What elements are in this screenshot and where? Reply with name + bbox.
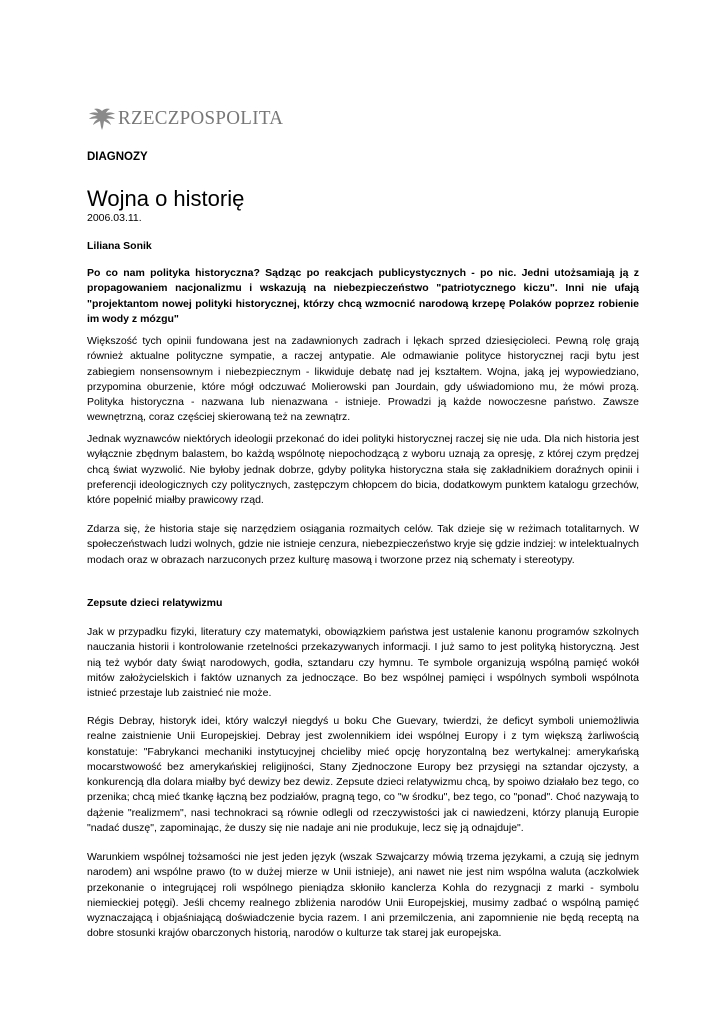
logo-text: RZECZPOSPOLITA <box>118 107 284 130</box>
article-paragraph: Warunkiem wspólnej tożsamości nie jest jeden język (wszak Szwajcarzy mówią trzema językami, a czują się jednym narodem) ani wspólne prawo (to w dużej mierze w Unii istnieje), ani nawet nie jest nim wspólna waluta (aczkolwiek przekonanie o integrującej roli wspólnego pieniądza skłoniło kanclerza Kohla do rezygnacji z marki - symbolu niemieckiej potęgi). Jeśli chcemy realnego zbliżenia narodów Unii Europejskiej, musimy zadbać o wspólną pamięć wyznaczającą i objaśniającą doświadczenie bycia razem. I ani przemilczenia, ani zapomnienie nie będą receptą na dobre stosunki krajów obarczonych historią, narodów o kulturze tak starej jak europejska. <box>87 851 639 940</box>
article-paragraph: Régis Debray, historyk idei, który walczył niegdyś u boku Che Guevary, twierdzi, że deficyt symboli uniemożliwia realne zaistnienie Unii Europejskiej. Debray jest zwolennikiem idei wspólnej Europy i z tym większą żarliwością konstatuje: "Fabrykanci mechaniki instytucyjnej chcieliby mieć opcję horyzontalną bez wertykalnej: amerykańską mocarstwowość bez amerykańskiej religijności, Stany Zjednoczone Europy bez przysięgi na sztandar ojczysty, a konkurencją dla dolara miałby być dewizy bez dewiz. Zepsute dzieci relatywizmu chcą, by spoiwo działało bez tego, co przenika; chcą mieć tkankę łączną bez podziałów, pragną tego, co "w środku", bez tego, co "ponad". Choć nazywają to dążenie "realizmem", nasi technokraci są równie odlegli od rzeczywistości jak ci nawiedzeni, którzy planują Europie "nadać duszę", zapominając, że duszy się nie nadaje ani nie produkuje, lecz się ją odnajduje". <box>87 715 639 835</box>
eagle-icon <box>88 107 116 131</box>
article-paragraph: Jednak wyznawców niektórych ideologii przekonać do idei polityki historycznej raczej się nie uda. Dla nich historia jest wyłącznie zbędnym balastem, bo każdą wspólnotę niepochodzącą z wyboru uznają za opresję, z której czym prędzej chcą świat wyzwolić. Nie byłoby jednak dobrze, gdyby polityka historyczna stała się zakładnikiem doraźnych opinii i preferencji ideologicznych czy politycznych, zastępczym chłopcem do bicia, dodatkowym punktem katalogu grzechów, które popełnić miałby prawicowy rząd. <box>87 433 639 507</box>
section-label: DIAGNOZY <box>87 151 148 163</box>
article-lead: Po co nam polityka historyczna? Sądząc po reakcjach publicystycznych - po nic. Jedni utożsamiają ją z propagowaniem nacjonalizmu i wskazują na niebezpieczeństwo "patriotycznego kiczu". Inni nie ufają "projektantom nowej polityki historycznej, którzy chcą wzmocnić narodową krzepę Polaków poprzez robienie im wody z mózgu" <box>87 267 639 325</box>
article-date: 2006.03.11. <box>87 212 142 224</box>
article-author: Liliana Sonik <box>87 240 152 252</box>
article-subheading: Zepsute dzieci relatywizmu <box>87 597 223 609</box>
rzeczpospolita-logo <box>88 106 283 132</box>
article-paragraph: Jak w przypadku fizyki, literatury czy matematyki, obowiązkiem państwa jest ustalenie kanonu programów szkolnych nauczania historii i kontrolowanie rzetelności przekazywanych informacji. I już samo to jest polityką historyczną. Jest nią też wybór daty świąt narodowych, godła, sztandaru czy hymnu. Te symbole organizują wspólną pamięć wokół mitów założycielskich i faktów uznanych za jednoczące. Bo bez wspólnej pamięci i wspólnych symboli wspólnota istnieć przestaje lub zaistnieć nie może. <box>87 626 639 700</box>
article-paragraph: Zdarza się, że historia staje się narzędziem osiągania rozmaitych celów. Tak dzieje się w reżimach totalitarnych. W społeczeństwach ludzi wolnych, gdzie nie istnieje cenzura, niebezpieczeństwo kryje się gdzie indziej: w intelektualnych modach oraz w obrazach narzuconych przez kulturę masową i tworzone przez nią schematy i stereotypy. <box>87 523 639 566</box>
article-paragraph: Większość tych opinii fundowana jest na zadawnionych zadrach i lękach sprzed dziesięcioleci. Pewną rolę grają również aktualne polityczne sympatie, a raczej antypatie. Ale odmawianie polityce historycznej racji bytu jest zabiegiem nonsensownym i niebezpiecznym - likwiduje debatę nad jej kształtem. Wojna, jaką jej wypowiedziano, przypomina oburzenie, które mógł odczuwać Molierowski pan Jourdain, gdy uświadomiono mu, że mówi prozą. Polityka historyczna - nazwana lub nienazwana - istnieje. Prowadzi ją każde nowoczesne państwo. Zawsze wewnętrzną, coraz częściej skierowaną też na zewnątrz. <box>87 335 639 424</box>
article-title: Wojna o historię <box>87 186 245 211</box>
